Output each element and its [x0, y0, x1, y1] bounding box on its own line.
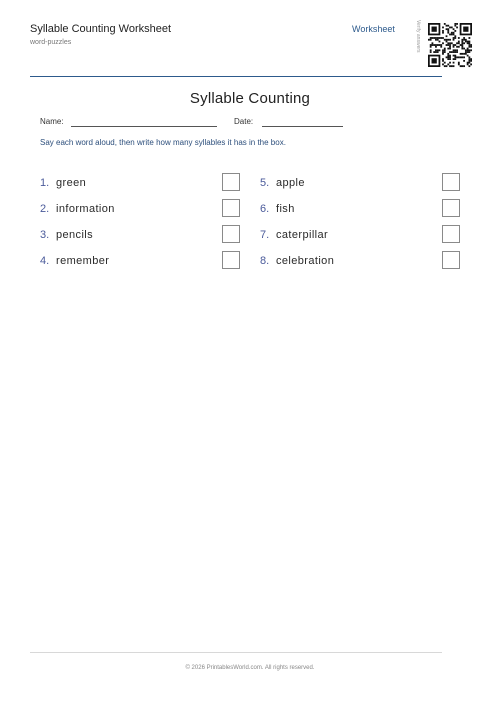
document-title: Syllable Counting Worksheet [30, 23, 172, 35]
footer-divider [30, 652, 442, 653]
item-number: 3. [40, 229, 50, 241]
list-item [40, 251, 242, 273]
answer-box[interactable] [222, 199, 240, 217]
instructions-text: Say each word aloud, then write how many syllables it has in the box. [40, 138, 286, 147]
list-item [260, 251, 462, 273]
page-header [30, 16, 470, 78]
header-divider [30, 76, 442, 77]
item-number: 2. [40, 203, 50, 215]
item-number: 6. [260, 203, 270, 215]
name-field[interactable] [71, 126, 217, 127]
list-item [260, 199, 462, 221]
item-word: green [56, 177, 87, 189]
item-word: fish [276, 203, 295, 215]
item-word: apple [276, 177, 305, 189]
answer-box[interactable] [222, 173, 240, 191]
list-item [40, 225, 242, 247]
list-item [40, 173, 242, 195]
document-category: word-puzzles [30, 39, 72, 46]
item-word: pencils [56, 229, 94, 241]
answer-box[interactable] [442, 173, 460, 191]
item-word: celebration [276, 255, 335, 267]
document-type-label: Worksheet [352, 24, 395, 34]
list-item [260, 225, 462, 247]
date-label: Date: [234, 117, 254, 126]
item-number: 4. [40, 255, 50, 267]
item-word: information [56, 203, 115, 215]
date-field[interactable] [262, 126, 343, 127]
answer-box[interactable] [442, 199, 460, 217]
item-word: remember [56, 255, 110, 267]
answer-box[interactable] [222, 251, 240, 269]
verify-answers-label: Verify answers [415, 20, 421, 53]
item-word: caterpillar [276, 229, 329, 241]
answer-box[interactable] [442, 225, 460, 243]
footer-copyright: © 2026 PrintablesWorld.com. All rights reserved. [185, 665, 315, 671]
item-number: 7. [260, 229, 270, 241]
name-label: Name: [40, 117, 64, 126]
worksheet-title: Syllable Counting [189, 90, 311, 107]
qr-code-icon[interactable] [428, 18, 472, 72]
list-item [40, 199, 242, 221]
item-number: 1. [40, 177, 50, 189]
list-item [260, 173, 462, 195]
item-number: 5. [260, 177, 270, 189]
item-number: 8. [260, 255, 270, 267]
answer-box[interactable] [442, 251, 460, 269]
answer-box[interactable] [222, 225, 240, 243]
